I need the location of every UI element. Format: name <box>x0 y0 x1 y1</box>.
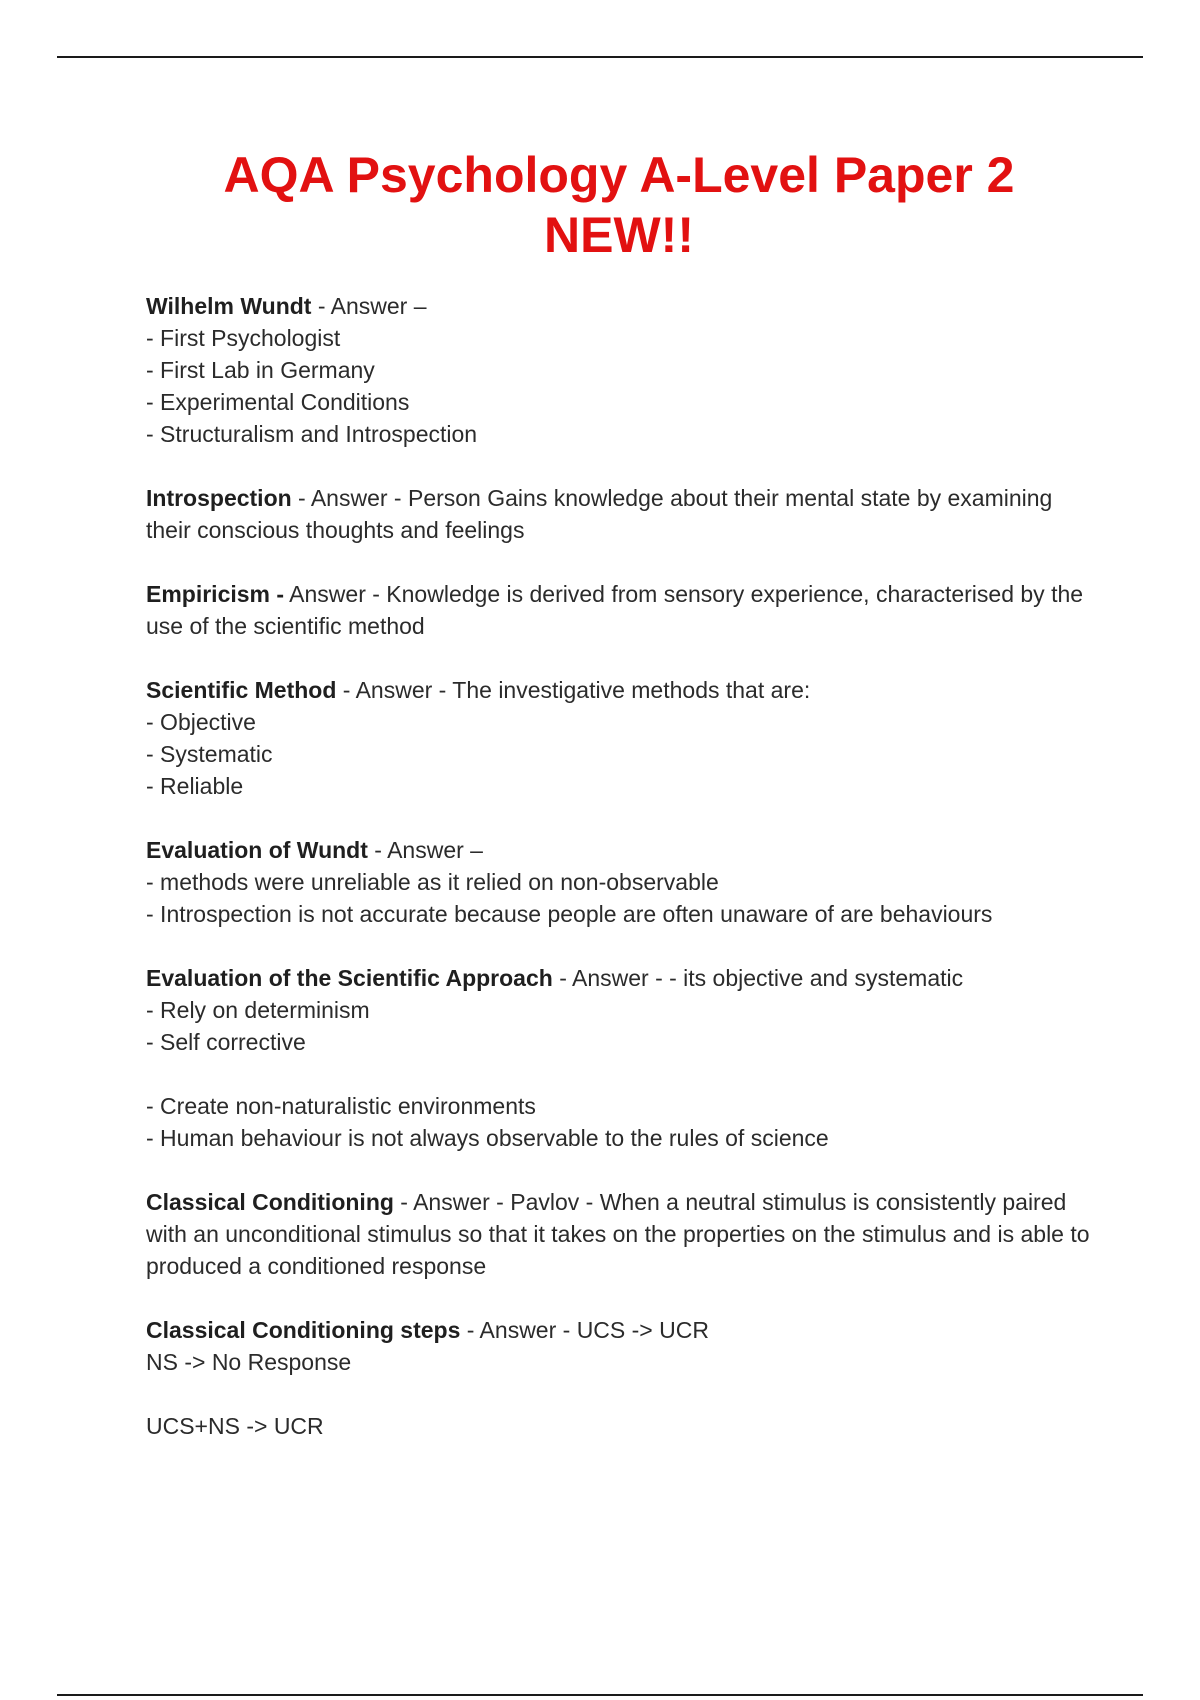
entry-bullet: - Objective <box>146 709 256 735</box>
entry-heading <box>146 482 1091 546</box>
entry-answer: - Answer – <box>311 293 427 319</box>
entry-classical-conditioning <box>146 1186 1096 1282</box>
bottom-rule <box>57 1694 1143 1696</box>
entry-heading <box>146 962 1091 994</box>
entry-answer: - Answer - Pavlov - When a neutral stimulus is consistently paired with an unconditional stimulus so that it takes on the properties on the stimulus and is able to produced a conditioned response <box>146 1189 1096 1279</box>
entry-bullet: - First Lab in Germany <box>146 357 375 383</box>
entry-bullet: - methods were unreliable as it relied on non-observable <box>146 869 719 895</box>
entry-empiricism <box>146 578 1091 642</box>
entry-term: Classical Conditioning <box>146 1189 394 1215</box>
entry-introspection <box>146 482 1091 546</box>
entry-bullet: - Reliable <box>146 773 244 799</box>
document-title-line-1: AQA Psychology A-Level Paper 2 <box>223 147 1015 203</box>
top-rule <box>57 56 1143 58</box>
entry-answer: - Answer - UCS -> UCR <box>460 1317 709 1343</box>
entry-bullet: - Self corrective <box>146 1029 306 1055</box>
entry-wilhelm-wundt <box>146 290 1091 450</box>
entry-bullet: - Experimental Conditions <box>146 389 410 415</box>
entry-answer: - Answer – <box>367 837 483 863</box>
entry-heading <box>146 290 1091 322</box>
entry-answer: - Answer - - its objective and systematic <box>552 965 964 991</box>
document-title-line-2: NEW!! <box>544 207 694 263</box>
entry-bullet: - Structuralism and Introspection <box>146 421 478 447</box>
entry-bullet: - Introspection is not accurate because people are often unaware of are behaviours <box>146 901 993 927</box>
entry-heading <box>146 674 1091 706</box>
entry-bullet: UCS+NS -> UCR <box>146 1413 324 1439</box>
entry-bullet: - Create non-naturalistic environments <box>146 1093 536 1119</box>
entry-answer: - Answer - Person Gains knowledge about their mental state by examining their conscious thoughts and feelings <box>146 485 1059 543</box>
entry-heading <box>146 834 1091 866</box>
entry-term: Evaluation of Wundt <box>146 837 368 863</box>
entry-term: Wilhelm Wundt <box>146 293 312 319</box>
entry-answer: - Answer - The investigative methods that are: <box>336 677 811 703</box>
entry-heading <box>146 1314 1091 1346</box>
entry-bullet: - Rely on determinism <box>146 997 370 1023</box>
entry-answer: Answer - Knowledge is derived from sensory experience, characterised by the use of the scientific method <box>146 581 1090 639</box>
entry-term: Scientific Method <box>146 677 337 703</box>
entry-heading <box>146 578 1091 642</box>
entry-term: Empiricism - <box>146 581 285 607</box>
document-title <box>0 145 1200 265</box>
entry-bullet: - Systematic <box>146 741 273 767</box>
entry-bullet: NS -> No Response <box>146 1349 352 1375</box>
entry-heading <box>146 1186 1096 1282</box>
entry-classical-conditioning-steps <box>146 1314 1091 1442</box>
entry-term: Introspection <box>146 485 292 511</box>
paragraph-gap <box>146 1058 1091 1090</box>
entry-term: Evaluation of the Scientific Approach <box>146 965 553 991</box>
entry-bullet: - Human behaviour is not always observable to the rules of science <box>146 1125 829 1151</box>
paragraph-gap <box>146 1378 1091 1410</box>
entry-scientific-method <box>146 674 1091 802</box>
entry-bullet: - First Psychologist <box>146 325 341 351</box>
flashcard-list <box>146 290 1096 1474</box>
entry-evaluation-scientific-approach <box>146 962 1091 1154</box>
entry-evaluation-of-wundt <box>146 834 1091 930</box>
entry-term: Classical Conditioning steps <box>146 1317 461 1343</box>
